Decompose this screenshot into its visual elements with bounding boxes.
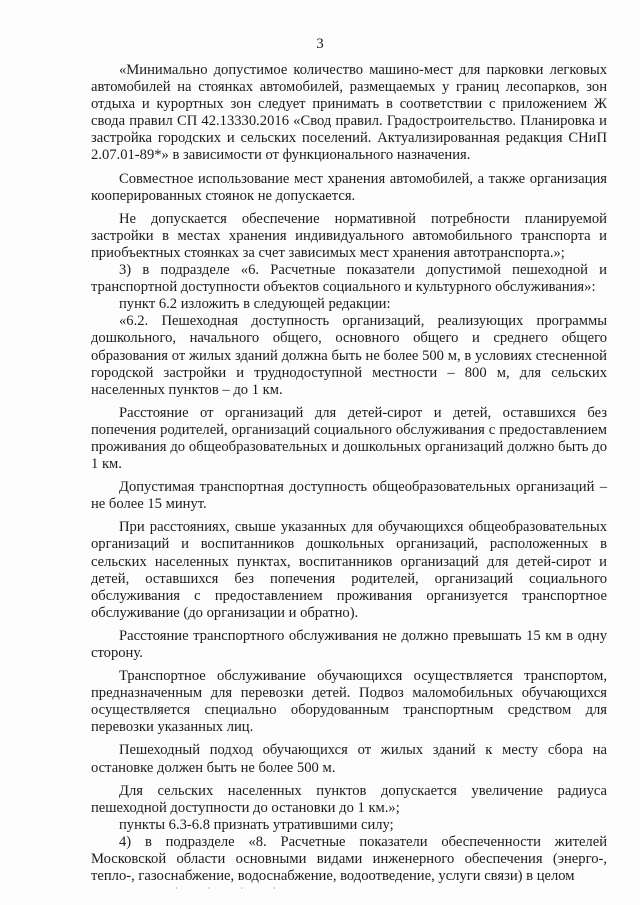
- paragraph: Не допускается обеспечение нормативной потребности планируемой застройки в местах хранения индивидуального автомобильного транспорта и приобъектных стоянках за счет зависимых мест хранения автотранспорта.»;: [91, 210, 607, 261]
- scan-artifact: · · · ·: [175, 884, 290, 893]
- paragraph: Расстояние от организаций для детей-сирот и детей, оставшихся без попечения родителей, организаций социального обслуживания с предоставлением проживания до общеобразовательных и дошкольных организаций должно быть до 1 км.: [91, 404, 607, 473]
- paragraph: 4) в подразделе «8. Расчетные показатели обеспеченности жителей Московской области основными видами инженерного обеспечения (энерго-, тепло-, газоснабжение, водоснабжение, водоотведение, услуги связи) в целом: [91, 833, 607, 885]
- paragraph: Допустимая транспортная доступность общеобразовательных организаций – не более 15 минут.: [91, 479, 607, 513]
- paragraph: 3) в подразделе «6. Расчетные показатели допустимой пешеходной и транспортной доступности объектов социального и культурного обслуживания»:: [91, 262, 607, 296]
- paragraph: Транспортное обслуживание обучающихся осуществляется транспортом, предназначенным для перевозки детей. Подвоз маломобильных обучающихся осуществляется специально оборудованным транспортным средством для перевозки указанных лиц.: [91, 668, 607, 736]
- paragraph: При расстояниях, свыше указанных для обучающихся общеобразовательных организаций и воспитанников дошкольных организаций, расположенных в сельских населенных пунктах, воспитанников организаций для детей-сирот и детей, оставшихся без попечения родителей, организаций социального обслуживания с предоставлением проживания организуется транспортное обслуживание (до организации и обратно).: [91, 519, 607, 621]
- paragraph: «6.2. Пешеходная доступность организаций, реализующих программы дошкольного, начального общего, основного общего и среднего общего образования от жилых зданий должна быть не более 500 м, в условиях стесненной городской застройки и труднодоступной местности – 800 м, для сельских населенных пунктов – до 1 км.: [91, 313, 607, 398]
- paragraph: пункт 6.2 изложить в следующей редакции:: [119, 296, 391, 313]
- paragraph: «Минимально допустимое количество машино-мест для парковки легковых автомобилей на стоянках автомобилей, размещаемых у границ лесопарков, зон отдыха и курортных зон следует принимать в соответствии с приложением Ж свода правил СП 42.13330.2016 «Свод правил. Градостроительство. Планировка и застройка городских и сельских поселений. Актуализированная редакция СНиП 2.07.01-89*» в зависимости от функционального назначения.: [91, 62, 607, 164]
- page-number: 3: [316, 36, 324, 52]
- paragraph: Расстояние транспортного обслуживания не должно превышать 15 км в одну сторону.: [91, 627, 607, 661]
- paragraph: Пешеходный подход обучающихся от жилых зданий к месту сбора на остановке должен быть не более 500 м.: [91, 742, 607, 776]
- paragraph: Для сельских населенных пунктов допускается увеличение радиуса пешеходной доступности до остановки до 1 км.»;: [91, 782, 607, 816]
- paragraph: пункты 6.3-6.8 признать утратившими силу;: [119, 816, 394, 833]
- paragraph: Совместное использование мест хранения автомобилей, а также организация кооперированных стоянок не допускается.: [91, 170, 607, 204]
- document-body: [91, 62, 607, 885]
